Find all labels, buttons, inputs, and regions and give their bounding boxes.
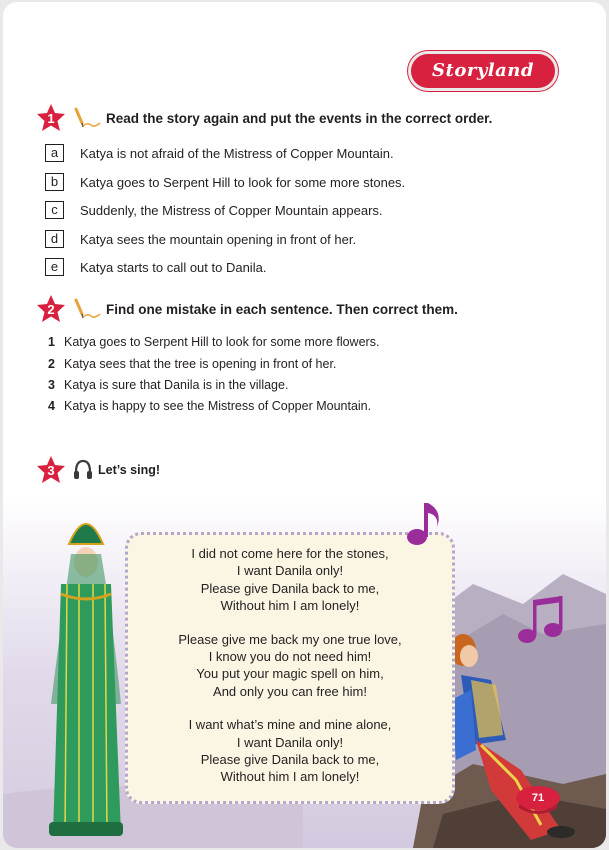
lyric-line: Without him I am lonely!	[220, 598, 360, 614]
section-2-header	[36, 294, 458, 324]
letter-box[interactable]: c	[45, 201, 64, 219]
exercise-number-badge	[36, 294, 66, 324]
lyric-line: Please give me back my one true love,	[178, 631, 402, 647]
lyric-line: I want Danila only!	[236, 563, 344, 579]
headphones-icon	[72, 458, 94, 482]
event-text: Katya goes to Serpent Hill to look for some more stones.	[80, 174, 406, 190]
sentence-text: Katya goes to Serpent Hill to look for some more flowers.	[64, 335, 380, 349]
sentence-number: 4	[48, 399, 55, 413]
letter-box[interactable]: b	[45, 173, 64, 191]
letter-box[interactable]: e	[45, 258, 64, 276]
list-item	[45, 171, 405, 193]
exercise-number-badge	[36, 455, 66, 485]
event-text: Katya sees the mountain opening in front of her.	[80, 231, 357, 247]
sentence-text: Katya is happy to see the Mistress of Copper Mountain.	[64, 399, 372, 413]
page-number: 71	[531, 792, 545, 804]
sentence-text: Katya is sure that Danila is in the village.	[64, 378, 289, 392]
section-1-instruction: Read the story again and put the events in the correct order.	[106, 110, 493, 126]
music-note-icon	[403, 499, 447, 547]
event-text: Suddenly, the Mistress of Copper Mountain appears.	[80, 202, 383, 218]
pencil-write-icon	[72, 297, 102, 321]
exercise-number: 2	[47, 302, 55, 317]
section-1-header	[36, 103, 492, 133]
list-item	[45, 142, 394, 164]
storyland-badge: Storyland	[408, 51, 558, 91]
event-text: Katya is not afraid of the Mistress of Copper Mountain.	[80, 145, 394, 161]
lyric-line: I want what’s mine and mine alone,	[188, 717, 392, 733]
stanza	[141, 545, 439, 615]
lyric-line: Please give Danila back to me,	[200, 580, 380, 596]
event-text: Katya starts to call out to Danila.	[80, 259, 267, 275]
letter-box[interactable]: d	[45, 230, 64, 248]
list-item	[45, 199, 383, 221]
lyric-line: I did not come here for the stones,	[191, 546, 389, 561]
lyric-line: Please give Danila back to me,	[200, 752, 380, 768]
lyric-line: Without him I am lonely!	[220, 769, 360, 785]
exercise-number-badge	[36, 103, 66, 133]
list-item	[48, 332, 379, 352]
sentence-text: Katya sees that the tree is opening in front of her.	[64, 357, 337, 371]
lyric-line: And only you can free him!	[213, 683, 367, 699]
section-2-instruction: Find one mistake in each sentence. Then correct them.	[106, 301, 458, 317]
section-3-instruction: Let’s sing!	[98, 463, 161, 477]
sentence-number: 3	[48, 378, 55, 392]
lyric-line: You put your magic spell on him,	[196, 666, 384, 682]
exercise-number: 1	[47, 111, 55, 126]
pencil-write-icon	[72, 106, 102, 130]
list-item	[48, 354, 336, 374]
stanza	[141, 631, 439, 701]
list-item	[45, 256, 266, 278]
sentence-number: 1	[48, 335, 55, 349]
list-item	[48, 375, 288, 395]
letter-box[interactable]: a	[45, 144, 64, 162]
song-lyrics	[141, 545, 439, 802]
music-note-icon	[515, 594, 565, 646]
lyric-line: I want Danila only!	[236, 734, 344, 750]
stanza	[141, 716, 439, 786]
list-item	[48, 396, 371, 416]
lyric-line: I know you do not need him!	[208, 649, 372, 665]
exercise-number: 3	[47, 463, 55, 478]
list-item	[45, 228, 356, 250]
section-3-header	[36, 455, 160, 485]
sentence-number: 2	[48, 357, 55, 371]
textbook-page	[3, 2, 606, 848]
